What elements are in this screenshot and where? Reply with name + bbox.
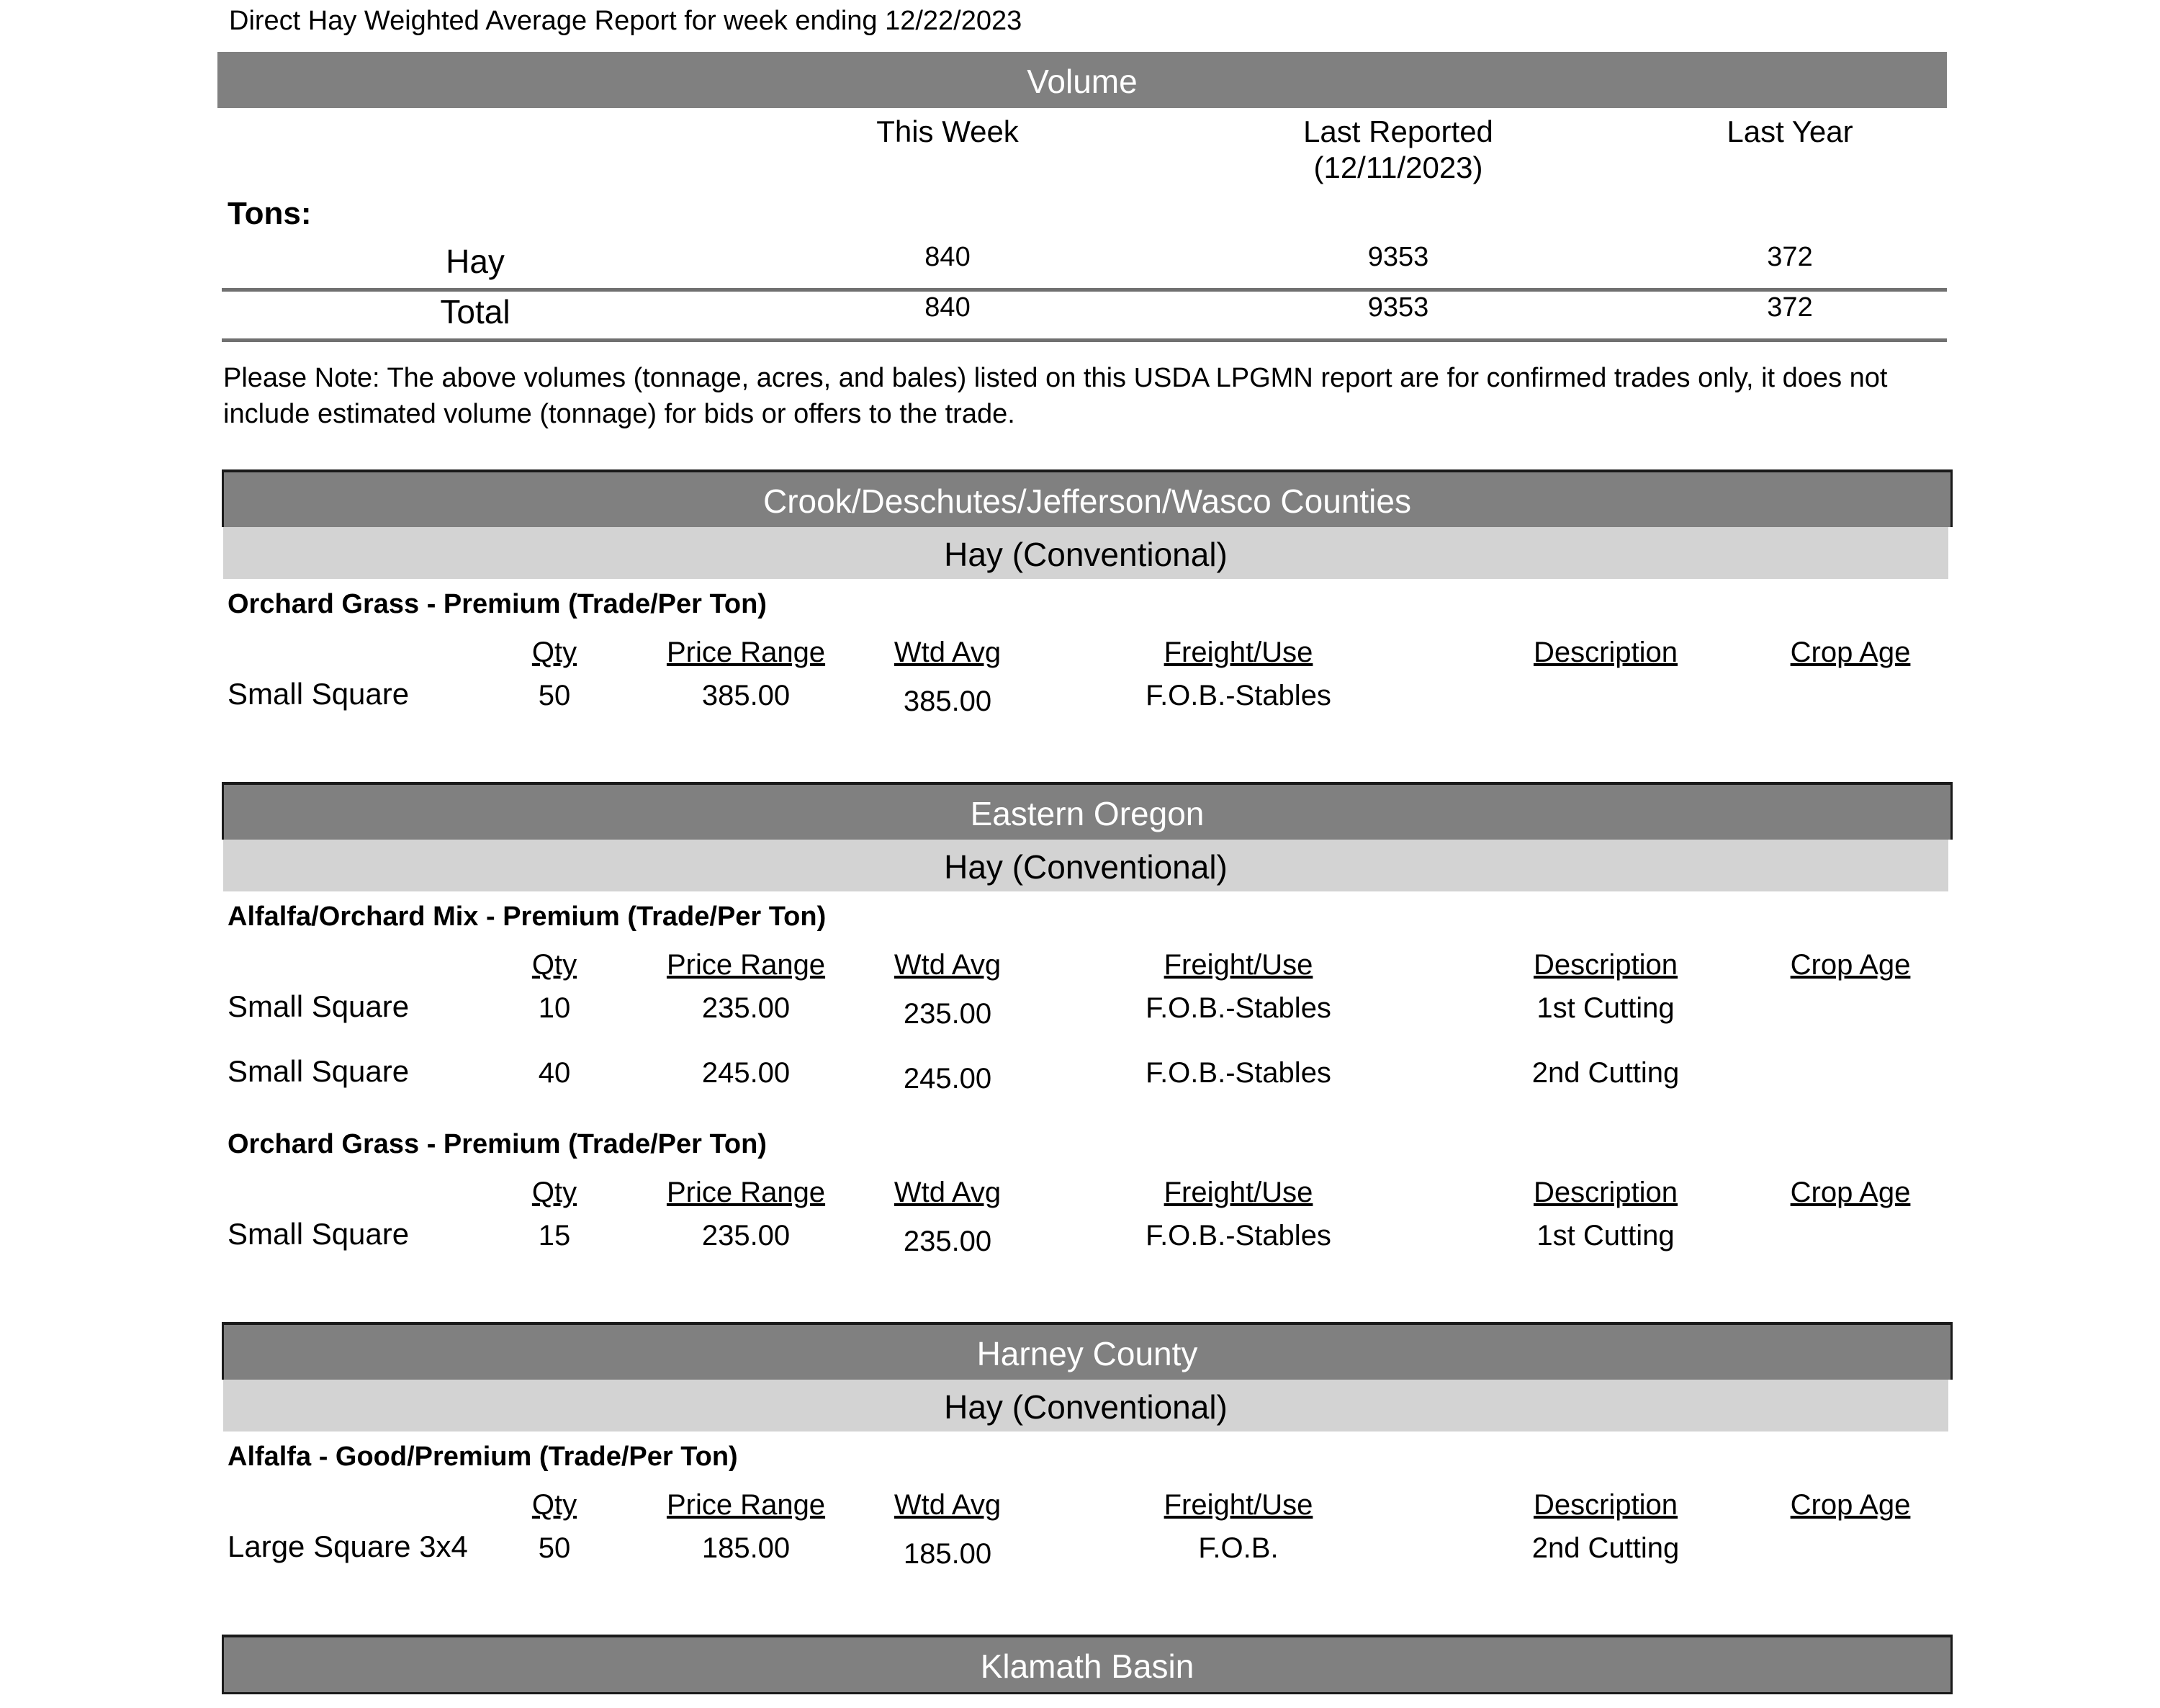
col-wtd-avg: Wtd Avg [894, 1177, 1002, 1208]
category-header: Hay (Conventional) [223, 1380, 1948, 1431]
product-title: Orchard Grass - Premium (Trade/Per Ton) [228, 589, 767, 619]
qty-cell: 40 [538, 1057, 571, 1089]
volume-hay-last-reported: 9353 [1367, 242, 1429, 272]
col-price-range: Price Range [666, 1177, 826, 1208]
category-header: Hay (Conventional) [223, 527, 1948, 579]
col-crop-age: Crop Age [1790, 1177, 1911, 1208]
col-qty: Qty [531, 1177, 577, 1208]
col-freight: Freight/Use [1164, 637, 1313, 668]
col-freight: Freight/Use [1164, 1177, 1313, 1208]
freight-cell: F.O.B.-Stables [1146, 992, 1331, 1024]
volume-hay-this-week: 840 [924, 242, 971, 272]
col-wtd-avg: Wtd Avg [894, 637, 1002, 668]
volume-band: Volume [217, 52, 1947, 108]
volume-note: Please Note: The above volumes (tonnage, acres, and bales) listed on this USDA LPGMN report are for confirmed trades only, it does not include estimated volume (tonnage) for bids or offers to the trade. [223, 363, 1888, 429]
region-header: Crook/Deschutes/Jefferson/Wasco Counties [222, 469, 1953, 527]
region-header: Harney County [222, 1322, 1953, 1380]
col-last-reported-label: Last Reported [1303, 114, 1493, 148]
freight-cell: F.O.B.-Stables [1146, 1057, 1331, 1089]
volume-divider [222, 288, 1947, 292]
volume-total-last-reported: 9353 [1367, 292, 1429, 323]
package-cell: Small Square [228, 1054, 410, 1088]
price-range-cell: 185.00 [701, 1532, 791, 1564]
region-header: Klamath Basin [222, 1635, 1953, 1694]
qty-cell: 10 [538, 992, 571, 1024]
description-cell: 2nd Cutting [1531, 1532, 1680, 1564]
product-title: Alfalfa - Good/Premium (Trade/Per Ton) [228, 1442, 738, 1472]
price-range-cell: 385.00 [701, 680, 791, 711]
product-title: Orchard Grass - Premium (Trade/Per Ton) [228, 1129, 767, 1159]
volume-row-label: Total [440, 293, 510, 331]
freight-cell: F.O.B. [1198, 1532, 1279, 1564]
package-cell: Small Square [228, 1217, 410, 1251]
col-crop-age: Crop Age [1790, 949, 1911, 981]
price-range-cell: 235.00 [701, 1220, 791, 1251]
package-cell: Small Square [228, 677, 410, 711]
col-description: Description [1533, 1177, 1678, 1208]
region-header: Eastern Oregon [222, 782, 1953, 840]
volume-hay-last-year: 372 [1767, 242, 1813, 272]
wtd-avg-cell: 235.00 [903, 1226, 992, 1257]
qty-cell: 50 [538, 1532, 571, 1564]
category-header: Hay (Conventional) [223, 840, 1948, 891]
package-cell: Small Square [228, 989, 410, 1023]
description-cell: 1st Cutting [1536, 992, 1675, 1024]
col-description: Description [1533, 949, 1678, 981]
description-cell: 2nd Cutting [1531, 1057, 1680, 1089]
col-last-reported [1254, 114, 1542, 186]
col-description: Description [1533, 1489, 1678, 1521]
col-crop-age: Crop Age [1790, 1489, 1911, 1521]
col-wtd-avg: Wtd Avg [894, 949, 1002, 981]
price-range-cell: 245.00 [701, 1057, 791, 1089]
volume-total-this-week: 840 [924, 292, 971, 323]
price-range-cell: 235.00 [701, 992, 791, 1024]
product-title: Alfalfa/Orchard Mix - Premium (Trade/Per Ton) [228, 902, 827, 932]
tons-label: Tons: [228, 196, 312, 231]
col-freight: Freight/Use [1164, 949, 1313, 981]
volume-row-label: Hay [446, 243, 505, 280]
col-wtd-avg: Wtd Avg [894, 1489, 1002, 1521]
qty-cell: 50 [538, 680, 571, 711]
col-qty: Qty [531, 949, 577, 981]
col-qty: Qty [531, 1489, 577, 1521]
report-title: Direct Hay Weighted Average Report for week ending 12/22/2023 [229, 6, 1022, 36]
qty-cell: 15 [538, 1220, 571, 1251]
wtd-avg-cell: 245.00 [903, 1063, 992, 1095]
volume-total-last-year: 372 [1767, 292, 1813, 323]
volume-divider [222, 338, 1947, 342]
wtd-avg-cell: 385.00 [903, 686, 992, 717]
wtd-avg-cell: 235.00 [903, 998, 992, 1030]
col-last-year: Last Year [1727, 114, 1853, 148]
col-price-range: Price Range [666, 637, 826, 668]
col-freight: Freight/Use [1164, 1489, 1313, 1521]
col-price-range: Price Range [666, 949, 826, 981]
col-last-reported-date: (12/11/2023) [1313, 150, 1483, 184]
col-this-week: This Week [876, 114, 1019, 148]
wtd-avg-cell: 185.00 [903, 1538, 992, 1570]
description-cell: 1st Cutting [1536, 1220, 1675, 1251]
col-crop-age: Crop Age [1790, 637, 1911, 668]
col-qty: Qty [531, 637, 577, 668]
col-description: Description [1533, 637, 1678, 668]
package-cell: Large Square 3x4 [228, 1529, 468, 1563]
col-price-range: Price Range [666, 1489, 826, 1521]
freight-cell: F.O.B.-Stables [1146, 1220, 1331, 1251]
freight-cell: F.O.B.-Stables [1146, 680, 1331, 711]
